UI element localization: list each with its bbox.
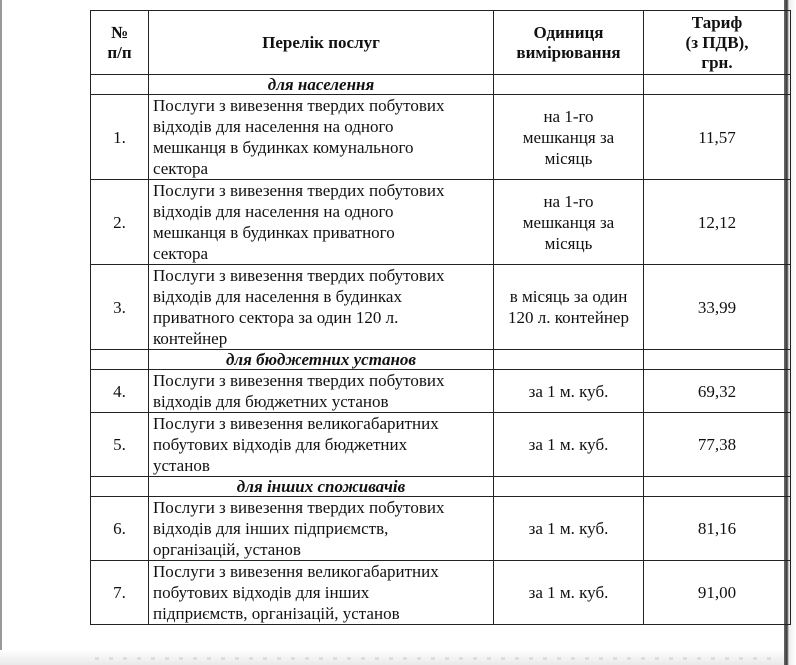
service-description-line: побутових відходів для інших <box>153 583 370 602</box>
service-description-line: мешканця в будинках комунального <box>153 138 414 157</box>
table-header-row <box>91 11 791 75</box>
service-description-line: мешканця в будинках приватного <box>153 223 395 242</box>
service-description <box>149 95 494 180</box>
row-number: 4. <box>91 370 149 413</box>
tariff-price: 81,16 <box>644 497 791 561</box>
table-row <box>91 370 791 413</box>
category-num-cell <box>91 350 149 370</box>
unit-of-measure <box>494 561 644 625</box>
service-description-line: відходів для інших підприємств, <box>153 519 389 538</box>
category-unit-cell <box>494 350 644 370</box>
category-price-cell <box>644 350 791 370</box>
unit-line: на 1-го <box>543 106 594 126</box>
service-description <box>149 497 494 561</box>
unit-line: за 1 м. куб. <box>528 435 609 454</box>
tariff-table <box>90 10 791 625</box>
table-body <box>91 75 791 625</box>
unit-of-measure <box>494 497 644 561</box>
unit-of-measure <box>494 370 644 413</box>
table-row <box>91 561 791 625</box>
service-description-line: Послуги з вивезення твердих побутових <box>153 498 445 517</box>
row-number: 1. <box>91 95 149 180</box>
category-row <box>91 477 791 497</box>
category-title: для населення <box>149 75 494 95</box>
service-description-line: відходів для населення на одного <box>153 117 394 136</box>
header-unit <box>494 11 644 75</box>
page-edge-left <box>0 0 2 665</box>
service-description-line: Послуги з вивезення твердих побутових <box>153 181 445 200</box>
service-description-line: відходів для населення в будинках <box>153 287 402 306</box>
row-number: 5. <box>91 413 149 477</box>
tariff-price: 33,99 <box>644 265 791 350</box>
category-title: для інших споживачів <box>149 477 494 497</box>
tariff-price: 77,38 <box>644 413 791 477</box>
tariff-price: 91,00 <box>644 561 791 625</box>
row-number: 3. <box>91 265 149 350</box>
category-price-cell <box>644 477 791 497</box>
service-description-line: приватного сектора за один 120 л. <box>153 308 399 327</box>
header-unit-line: вимірювання <box>516 42 621 62</box>
header-tariff-line: Тариф <box>691 12 743 32</box>
page-bottom-marks <box>95 657 775 660</box>
service-description <box>149 180 494 265</box>
category-row <box>91 350 791 370</box>
service-description-line: Послуги з вивезення великогабаритних <box>153 414 439 433</box>
table-row <box>91 95 791 180</box>
tariff-price: 11,57 <box>644 95 791 180</box>
header-num-line: п/п <box>107 42 132 62</box>
service-description-line: Послуги з вивезення твердих побутових <box>153 266 445 285</box>
header-unit-line: Одиниця <box>533 22 604 42</box>
service-description-line: установ <box>153 456 210 475</box>
header-tariff <box>644 11 791 75</box>
service-description-line: відходів для населення на одного <box>153 202 394 221</box>
unit-of-measure <box>494 95 644 180</box>
unit-line: 120 л. контейнер <box>508 308 629 327</box>
unit-of-measure <box>494 265 644 350</box>
service-description-line: підприємств, організацій, установ <box>153 604 400 623</box>
header-tariff-line: грн. <box>701 52 733 72</box>
service-description-line: Послуги з вивезення твердих побутових <box>153 371 445 390</box>
row-number: 6. <box>91 497 149 561</box>
unit-line: в місяць за один <box>509 287 628 306</box>
unit-line: за 1 м. куб. <box>528 381 609 401</box>
unit-of-measure <box>494 413 644 477</box>
tariff-price: 12,12 <box>644 180 791 265</box>
service-description-line: Послуги з вивезення великогабаритних <box>153 562 439 581</box>
category-num-cell <box>91 75 149 95</box>
unit-line: за 1 м. куб. <box>528 583 609 602</box>
table-row <box>91 497 791 561</box>
unit-of-measure <box>494 180 644 265</box>
category-row <box>91 75 791 95</box>
table-row <box>91 265 791 350</box>
tariff-price: 69,32 <box>644 370 791 413</box>
service-description-line: сектора <box>153 159 209 178</box>
category-title: для бюджетних установ <box>149 350 494 370</box>
service-description-line: сектора <box>153 244 209 263</box>
header-tariff-line: (з ПДВ), <box>685 32 749 52</box>
service-description <box>149 413 494 477</box>
category-unit-cell <box>494 75 644 95</box>
service-description-line: контейнер <box>153 329 228 348</box>
unit-line: мешканця за <box>522 127 615 147</box>
service-description-line: організацій, установ <box>153 540 301 559</box>
unit-line: за 1 м. куб. <box>528 519 609 538</box>
unit-line: місяць <box>544 148 593 168</box>
category-unit-cell <box>494 477 644 497</box>
header-service: Перелік послуг <box>149 11 494 75</box>
row-number: 2. <box>91 180 149 265</box>
service-description <box>149 370 494 413</box>
service-description <box>149 265 494 350</box>
header-num-line: № <box>110 22 129 42</box>
unit-line: місяць <box>544 233 593 253</box>
service-description-line: побутових відходів для бюджетних <box>153 435 408 454</box>
service-description <box>149 561 494 625</box>
table-row <box>91 413 791 477</box>
category-num-cell <box>91 477 149 497</box>
service-description-line: Послуги з вивезення твердих побутових <box>153 96 445 115</box>
row-number: 7. <box>91 561 149 625</box>
category-price-cell <box>644 75 791 95</box>
header-num <box>91 11 149 75</box>
unit-line: мешканця за <box>522 212 615 232</box>
service-description-line: відходів для бюджетних установ <box>153 392 389 411</box>
unit-line: на 1-го <box>543 191 594 211</box>
table-row <box>91 180 791 265</box>
